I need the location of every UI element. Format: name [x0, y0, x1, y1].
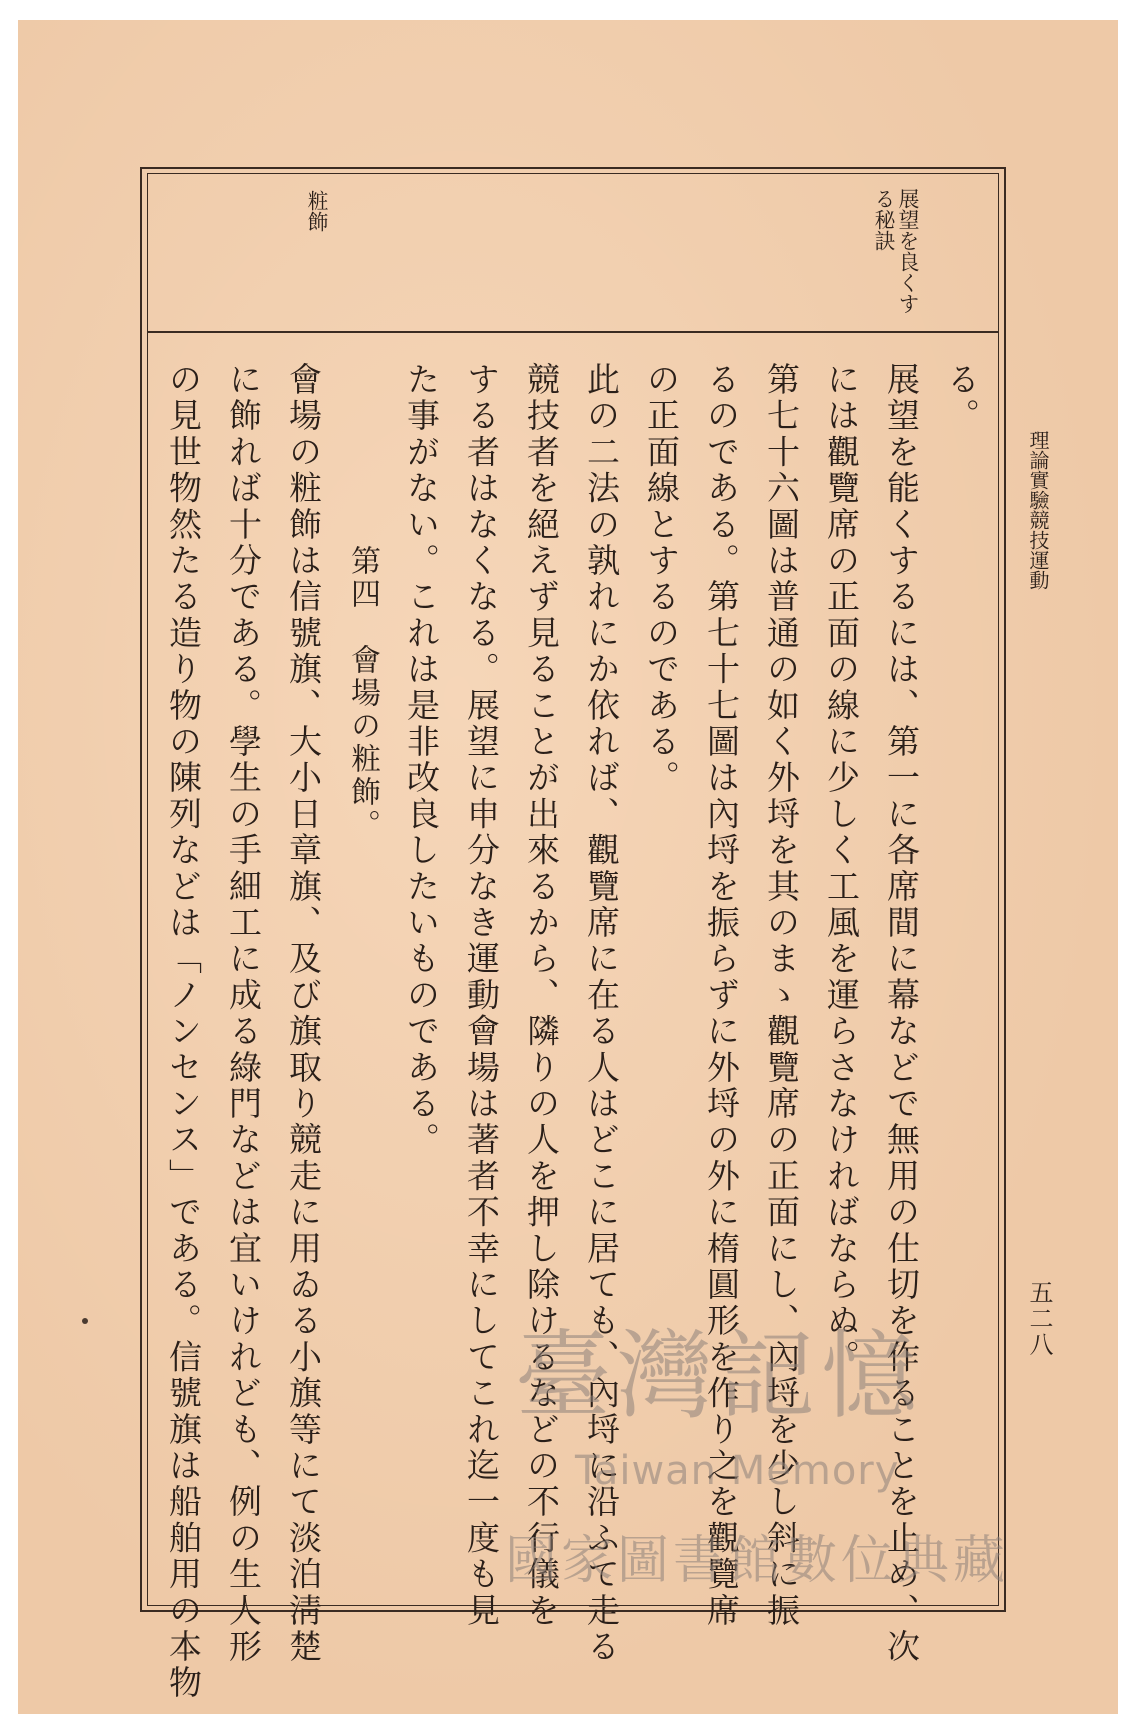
header-rule — [147, 331, 999, 333]
watermark-logo-text: 臺灣記憶 — [515, 1320, 923, 1432]
text-column: に飾れば十分である。學生の手細工に成る綠門などは宜いけれども、例の生人形 — [224, 362, 263, 1666]
watermark-english: Taiwan Memory — [575, 1448, 900, 1494]
watermark-subtitle: 國家圖書館數位典藏 — [505, 1531, 1010, 1591]
text-column: 第七十六圖は普通の如く外埒を其のまゝ觀覽席の正面にし、內埒を少し斜に振 — [762, 362, 801, 1629]
text-column: 展望を能くするには、第一に各席間に幕などで無用の仕切を作ることを止め、次 — [882, 362, 921, 1666]
text-column: る。 — [942, 362, 981, 435]
text-column: する者はなくなる。展望に申分なき運動會場は著者不幸にしてこれ迄一度も見 — [462, 362, 501, 1629]
side-note-view: 展望を良くする秘訣 — [872, 188, 920, 314]
text-column: るのである。第七十七圖は內埒を振らずに外埒の外に楕圓形を作り之を觀覽席 — [702, 362, 741, 1629]
page-number: 五二八 — [1025, 1280, 1053, 1358]
text-column: の正面線とするのである。 — [642, 362, 681, 797]
section-heading: 第四 會場の粧飾。 — [345, 545, 380, 842]
side-note-decoration: 粧飾 — [305, 190, 329, 232]
running-title: 理論實驗競技運動 — [1026, 430, 1050, 590]
watermark — [505, 1300, 1065, 1600]
text-column: 此の二法の孰れにか依れば、觀覽席に在る人はどこに居ても、內埒に沿ふて走る — [582, 362, 621, 1666]
text-column: の見世物然たる造り物の陳列などは「ノンセンス」である。信號旗は船舶用の本物 — [164, 362, 203, 1702]
text-column: 會場の粧飾は信號旗、大小日章旗、及び旗取り競走に用ゐる小旗等にて淡泊淸楚 — [284, 362, 323, 1666]
ink-speck — [82, 1318, 88, 1324]
text-column: 競技者を絕えず見ることが出來るから、隣りの人を押し除けるなどの不行儀を — [522, 362, 561, 1629]
text-column: た事がない。これは是非改良したいものである。 — [402, 362, 441, 1159]
text-column: には觀覽席の正面の線に少しく工風を運らさなければならぬ。 — [822, 362, 861, 1376]
